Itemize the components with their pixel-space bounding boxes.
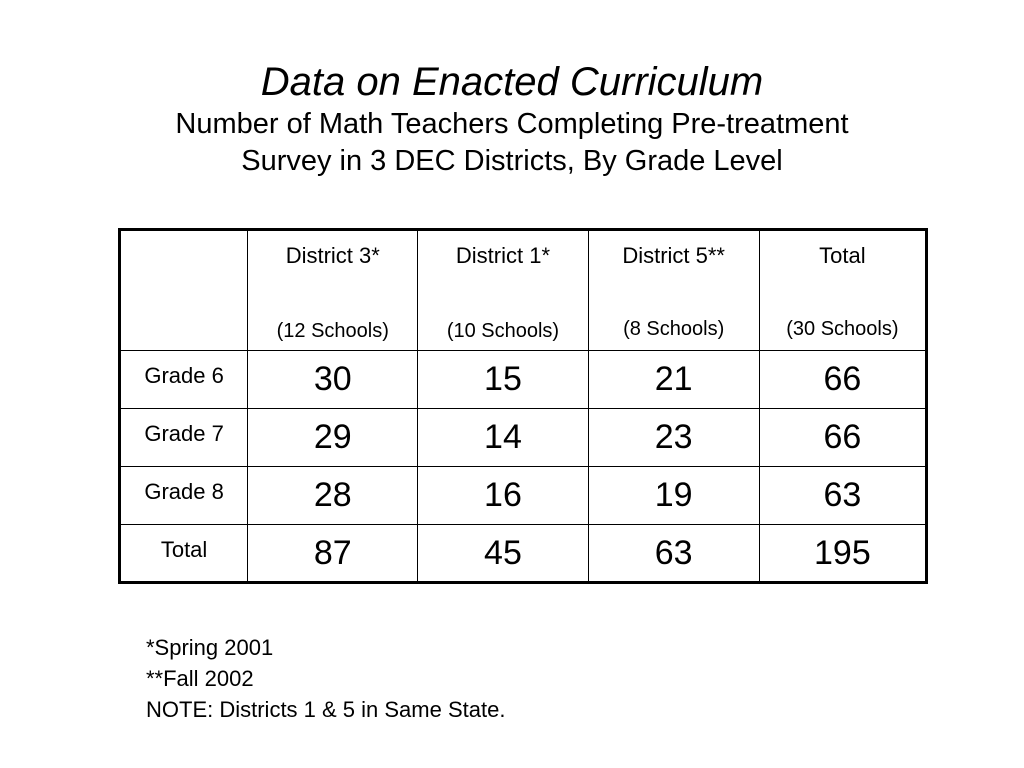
table-cell: 29 bbox=[248, 409, 418, 467]
table-cell: 21 bbox=[588, 351, 759, 409]
slide-title: Data on Enacted Curriculum bbox=[260, 60, 764, 104]
column-schools: (12 Schools) bbox=[276, 320, 389, 342]
table-cell: 19 bbox=[588, 467, 759, 525]
table-cell: 28 bbox=[248, 467, 418, 525]
column-header-district-3 bbox=[248, 230, 418, 351]
table-row-total bbox=[120, 525, 927, 583]
column-header-total bbox=[759, 230, 926, 351]
column-schools: (8 Schools) bbox=[623, 318, 725, 340]
table-cell: 63 bbox=[759, 467, 926, 525]
column-name: District 3* bbox=[285, 243, 380, 268]
column-header-district-1 bbox=[418, 230, 588, 351]
footnote-spring: *Spring 2001 bbox=[146, 635, 274, 660]
column-schools: (10 Schools) bbox=[446, 320, 560, 342]
table-cell: 23 bbox=[588, 409, 759, 467]
footnote-note: NOTE: Districts 1 & 5 in Same State. bbox=[146, 697, 506, 722]
slide-subtitle-line-2: Survey in 3 DEC Districts, By Grade Level bbox=[241, 145, 783, 177]
footnote-fall: **Fall 2002 bbox=[146, 666, 254, 691]
column-name: District 1* bbox=[455, 243, 551, 268]
table-cell: 30 bbox=[248, 351, 418, 409]
table-row-grade-7 bbox=[120, 409, 927, 467]
table-cell: 63 bbox=[588, 525, 759, 583]
column-schools: (30 Schools) bbox=[786, 318, 899, 340]
table-cell: 15 bbox=[418, 351, 588, 409]
table-cell: 66 bbox=[759, 409, 926, 467]
table-cell: 16 bbox=[418, 467, 588, 525]
row-label: Grade 8 bbox=[120, 467, 248, 525]
row-label: Grade 6 bbox=[120, 351, 248, 409]
footnotes bbox=[146, 632, 505, 725]
table-cell: 66 bbox=[759, 351, 926, 409]
column-name: District 5** bbox=[622, 243, 725, 268]
table-cell: 87 bbox=[248, 525, 418, 583]
table-cell: 45 bbox=[418, 525, 588, 583]
slide-subtitle-line-1: Number of Math Teachers Completing Pre-treatment bbox=[175, 108, 849, 140]
corner-cell bbox=[120, 230, 248, 351]
title-block bbox=[0, 58, 1024, 180]
column-name: Total bbox=[819, 243, 866, 268]
column-header-district-5 bbox=[588, 230, 759, 351]
table-row-grade-6 bbox=[120, 351, 927, 409]
table-cell: 195 bbox=[759, 525, 926, 583]
row-label: Grade 7 bbox=[120, 409, 248, 467]
row-label: Total bbox=[120, 525, 248, 583]
table-row-grade-8 bbox=[120, 467, 927, 525]
table-header-row bbox=[120, 230, 927, 351]
teacher-count-table bbox=[118, 228, 928, 584]
table-cell: 14 bbox=[418, 409, 588, 467]
